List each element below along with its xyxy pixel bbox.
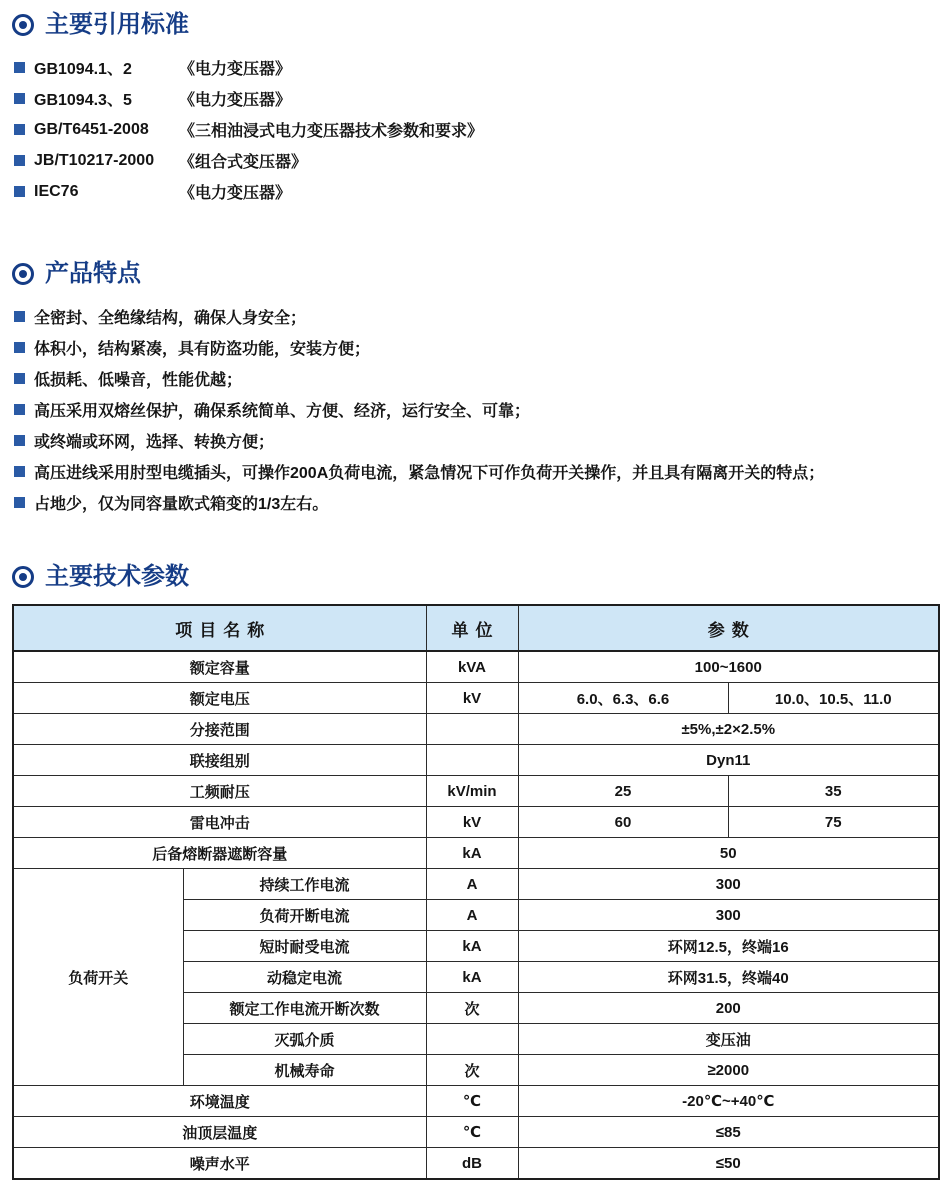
parameters-section: [12, 562, 938, 1180]
row-value: ≤50: [518, 1148, 939, 1180]
parameters-heading-text: 主要技术参数: [45, 563, 189, 590]
row-unit: 次: [426, 1055, 518, 1086]
feature-text: 或终端或环网，选择、转换方便；: [34, 434, 275, 451]
row-unit: ℃: [426, 1117, 518, 1148]
standard-item: [12, 83, 938, 114]
standard-item: [12, 145, 938, 176]
square-bullet-icon: [14, 93, 25, 104]
row-label: 灭弧介质: [183, 1024, 426, 1055]
square-bullet-icon: [14, 124, 25, 135]
table-row: [13, 1086, 939, 1117]
row-value: 环网31.5，终端40: [518, 962, 939, 993]
row-unit: kVA: [426, 651, 518, 683]
feature-text: 占地少，仅为同容量欧式箱变的1/3左右。: [34, 496, 329, 513]
square-bullet-icon: [14, 186, 25, 197]
row-unit: kV: [426, 683, 518, 714]
square-bullet-icon: [14, 435, 25, 446]
row-unit: 次: [426, 993, 518, 1024]
row-unit: A: [426, 900, 518, 931]
row-value: 100~1600: [518, 651, 939, 683]
standard-item: [12, 176, 938, 207]
row-unit: dB: [426, 1148, 518, 1180]
row-label: 工频耐压: [13, 776, 426, 807]
row-unit: kV/min: [426, 776, 518, 807]
row-unit: A: [426, 869, 518, 900]
row-label: 持续工作电流: [183, 869, 426, 900]
row-label: 额定容量: [13, 651, 426, 683]
row-label: 后备熔断器遮断容量: [13, 838, 426, 869]
header-item-name: 项目名称: [13, 605, 426, 651]
row-label: 机械寿命: [183, 1055, 426, 1086]
standards-section: [12, 10, 938, 207]
standard-code: GB/T6451-2008: [34, 120, 149, 138]
row-value: 300: [518, 869, 939, 900]
row-value-left: 60: [518, 807, 728, 838]
standard-code: GB1094.1、2: [34, 61, 132, 78]
standard-item: [12, 52, 938, 83]
row-label: 环境温度: [13, 1086, 426, 1117]
row-value-right: 10.0、10.5、11.0: [728, 683, 939, 714]
standard-title: 《电力变压器》: [179, 61, 292, 78]
table-row: [13, 1148, 939, 1180]
row-value: 50: [518, 838, 939, 869]
table-header-row: [13, 605, 939, 651]
square-bullet-icon: [14, 466, 25, 477]
standard-title: 《电力变压器》: [179, 92, 292, 109]
feature-text: 高压进线采用肘型电缆插头，可操作200A负荷电流，紧急情况下可作负荷开关操作，并且具有隔离开关的特点；: [34, 465, 825, 482]
feature-text: 低损耗、低噪音，性能优越；: [34, 372, 243, 389]
row-label: 雷电冲击: [13, 807, 426, 838]
row-value-left: 25: [518, 776, 728, 807]
features-section: [12, 259, 938, 518]
header-param: 参数: [518, 605, 939, 651]
features-heading: [12, 259, 938, 289]
row-unit: kA: [426, 931, 518, 962]
table-row: [13, 1117, 939, 1148]
group-label: 负荷开关: [13, 869, 183, 1086]
features-heading-text: 产品特点: [45, 260, 141, 287]
table-row: [13, 869, 939, 900]
bullseye-icon: [12, 566, 34, 588]
row-value: 环网12.5，终端16: [518, 931, 939, 962]
row-value: ±5%,±2×2.5%: [518, 714, 939, 745]
row-label: 油顶层温度: [13, 1117, 426, 1148]
feature-text: 体积小，结构紧凑，具有防盗功能，安装方便；: [34, 341, 371, 358]
standard-code: GB1094.3、5: [34, 92, 132, 109]
row-value-right: 75: [728, 807, 939, 838]
standard-item: [12, 114, 938, 145]
parameters-heading: [12, 562, 938, 592]
square-bullet-icon: [14, 311, 25, 322]
row-value: Dyn11: [518, 745, 939, 776]
feature-item: [12, 332, 938, 363]
row-label: 额定工作电流开断次数: [183, 993, 426, 1024]
row-unit: [426, 714, 518, 745]
bullseye-icon: [12, 263, 34, 285]
feature-text: 高压采用双熔丝保护，确保系统简单、方便、经济，运行安全、可靠；: [34, 403, 531, 420]
table-row: [13, 714, 939, 745]
standard-title: 《组合式变压器》: [179, 154, 308, 171]
table-row: [13, 838, 939, 869]
feature-item: [12, 394, 938, 425]
header-unit: 单位: [426, 605, 518, 651]
row-label: 短时耐受电流: [183, 931, 426, 962]
square-bullet-icon: [14, 62, 25, 73]
standard-title: 《电力变压器》: [179, 185, 292, 202]
standards-heading: [12, 10, 938, 40]
row-unit: [426, 745, 518, 776]
square-bullet-icon: [14, 155, 25, 166]
table-row: [13, 776, 939, 807]
row-label: 噪声水平: [13, 1148, 426, 1180]
feature-item: [12, 363, 938, 394]
row-value: ≥2000: [518, 1055, 939, 1086]
row-value-right: 35: [728, 776, 939, 807]
row-value: 200: [518, 993, 939, 1024]
row-unit: [426, 1024, 518, 1055]
square-bullet-icon: [14, 373, 25, 384]
table-row: [13, 745, 939, 776]
row-label: 分接范围: [13, 714, 426, 745]
row-label: 额定电压: [13, 683, 426, 714]
table-row: [13, 807, 939, 838]
row-value: 300: [518, 900, 939, 931]
square-bullet-icon: [14, 342, 25, 353]
row-unit: kV: [426, 807, 518, 838]
row-label: 负荷开断电流: [183, 900, 426, 931]
square-bullet-icon: [14, 404, 25, 415]
row-unit: kA: [426, 838, 518, 869]
row-value: ≤85: [518, 1117, 939, 1148]
table-row: [13, 651, 939, 683]
parameters-table: [12, 604, 940, 1180]
features-list: [12, 301, 938, 518]
row-value: -20℃~+40℃: [518, 1086, 939, 1117]
row-unit: ℃: [426, 1086, 518, 1117]
bullseye-icon: [12, 14, 34, 36]
feature-item: [12, 425, 938, 456]
standards-heading-text: 主要引用标准: [45, 11, 189, 38]
feature-text: 全密封、全绝缘结构，确保人身安全；: [34, 310, 307, 327]
row-value: 变压油: [518, 1024, 939, 1055]
feature-item: [12, 456, 938, 487]
row-label: 联接组别: [13, 745, 426, 776]
row-value-left: 6.0、6.3、6.6: [518, 683, 728, 714]
row-unit: kA: [426, 962, 518, 993]
table-row: [13, 683, 939, 714]
feature-item: [12, 487, 938, 518]
standard-code: IEC76: [34, 182, 79, 200]
standards-list: [12, 52, 938, 207]
feature-item: [12, 301, 938, 332]
row-label: 动稳定电流: [183, 962, 426, 993]
standard-title: 《三相油浸式电力变压器技术参数和要求》: [179, 123, 484, 140]
square-bullet-icon: [14, 497, 25, 508]
standard-code: JB/T10217-2000: [34, 151, 155, 169]
